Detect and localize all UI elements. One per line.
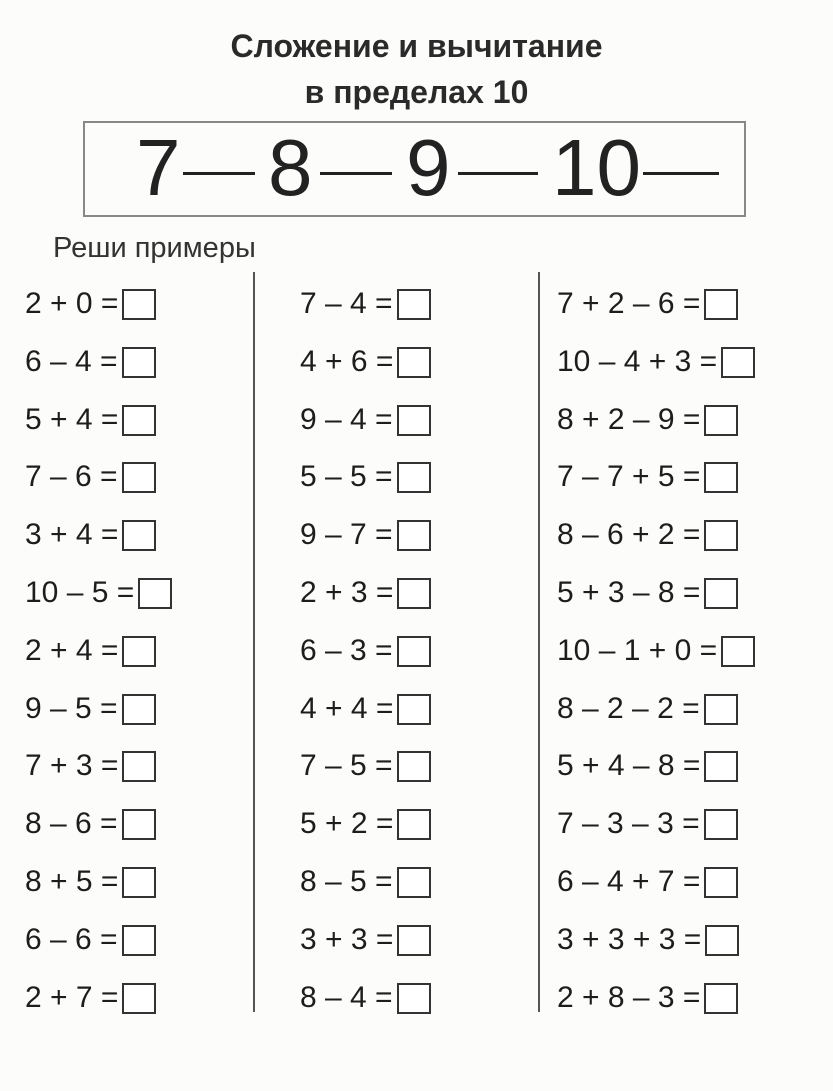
- answer-box[interactable]: [704, 462, 738, 493]
- sequence-dash: [458, 172, 538, 175]
- exercise-expression: 2 + 0 =: [25, 287, 119, 320]
- exercise-expression: 6 – 4 =: [25, 345, 118, 378]
- answer-box[interactable]: [704, 289, 738, 320]
- exercise-row: [300, 517, 431, 553]
- exercise-expression: 9 – 7 =: [300, 518, 393, 551]
- answer-box[interactable]: [704, 405, 738, 436]
- exercise-expression: 6 – 4 + 7 =: [557, 865, 701, 898]
- answer-box[interactable]: [704, 520, 738, 551]
- answer-box[interactable]: [122, 867, 156, 898]
- exercise-expression: 2 + 4 =: [25, 634, 119, 667]
- answer-box[interactable]: [397, 462, 431, 493]
- exercise-expression: 8 – 6 =: [25, 807, 118, 840]
- exercise-row: [300, 864, 431, 900]
- exercise-row: [300, 459, 431, 495]
- exercise-row: [557, 344, 755, 380]
- exercise-expression: 7 – 3 – 3 =: [557, 807, 700, 840]
- exercise-expression: 7 – 7 + 5 =: [557, 460, 701, 493]
- instruction-text: Реши примеры: [53, 232, 256, 264]
- exercise-expression: 8 – 6 + 2 =: [557, 518, 701, 551]
- page-title: Сложение и вычитание: [230, 28, 603, 64]
- answer-box[interactable]: [397, 751, 431, 782]
- answer-box[interactable]: [704, 867, 738, 898]
- page-subtitle: в пределах 10: [304, 74, 529, 110]
- answer-box[interactable]: [704, 809, 738, 840]
- exercise-row: [557, 691, 738, 727]
- answer-box[interactable]: [397, 520, 431, 551]
- exercise-expression: 3 + 4 =: [25, 518, 119, 551]
- exercise-row: [300, 806, 431, 842]
- exercise-row: [300, 344, 431, 380]
- exercise-row: [25, 748, 156, 784]
- exercise-row: [300, 286, 431, 322]
- answer-box[interactable]: [397, 347, 431, 378]
- exercise-expression: 6 – 6 =: [25, 923, 118, 956]
- exercise-expression: 7 + 3 =: [25, 749, 119, 782]
- sequence-dash: [183, 172, 255, 175]
- exercise-row: [300, 575, 431, 611]
- exercise-row: [557, 286, 738, 322]
- exercise-row: [25, 864, 156, 900]
- exercise-row: [300, 980, 431, 1016]
- exercise-expression: 9 – 4 =: [300, 403, 393, 436]
- answer-box[interactable]: [122, 751, 156, 782]
- exercise-row: [557, 517, 738, 553]
- answer-box[interactable]: [397, 867, 431, 898]
- exercise-row: [557, 748, 738, 784]
- answer-box[interactable]: [704, 694, 738, 725]
- exercise-row: [25, 402, 156, 438]
- answer-box[interactable]: [122, 289, 156, 320]
- exercise-row: [25, 691, 156, 727]
- answer-box[interactable]: [721, 636, 755, 667]
- exercise-expression: 4 + 4 =: [300, 692, 394, 725]
- exercise-expression: 3 + 3 + 3 =: [557, 923, 702, 956]
- exercise-row: [25, 980, 156, 1016]
- exercise-expression: 2 + 8 – 3 =: [557, 981, 701, 1014]
- exercise-expression: 4 + 6 =: [300, 345, 394, 378]
- answer-box[interactable]: [122, 636, 156, 667]
- exercise-row: [300, 633, 431, 669]
- sequence-dash: [643, 172, 719, 175]
- answer-box[interactable]: [138, 578, 172, 609]
- sequence-number: 7: [136, 123, 181, 212]
- answer-box[interactable]: [397, 289, 431, 320]
- exercise-expression: 6 – 3 =: [300, 634, 393, 667]
- exercise-expression: 10 – 5 =: [25, 576, 135, 609]
- exercise-expression: 10 – 1 + 0 =: [557, 634, 718, 667]
- exercise-row: [25, 459, 156, 495]
- exercise-expression: 9 – 5 =: [25, 692, 118, 725]
- exercise-expression: 8 + 2 – 9 =: [557, 403, 701, 436]
- exercise-expression: 7 + 2 – 6 =: [557, 287, 701, 320]
- answer-box[interactable]: [397, 983, 431, 1014]
- exercise-expression: 8 – 5 =: [300, 865, 393, 898]
- answer-box[interactable]: [122, 520, 156, 551]
- exercise-row: [25, 922, 156, 958]
- exercise-row: [557, 864, 738, 900]
- exercise-expression: 5 – 5 =: [300, 460, 393, 493]
- exercise-expression: 3 + 3 =: [300, 923, 394, 956]
- answer-box[interactable]: [704, 578, 738, 609]
- exercise-row: [25, 633, 156, 669]
- exercise-row: [25, 286, 156, 322]
- exercise-expression: 5 + 3 – 8 =: [557, 576, 701, 609]
- answer-box[interactable]: [122, 809, 156, 840]
- answer-box[interactable]: [122, 925, 156, 956]
- exercise-row: [557, 922, 739, 958]
- answer-box[interactable]: [122, 983, 156, 1014]
- answer-box[interactable]: [721, 347, 755, 378]
- answer-box[interactable]: [397, 925, 431, 956]
- answer-box[interactable]: [122, 462, 156, 493]
- exercise-row: [557, 575, 738, 611]
- exercise-row: [300, 922, 431, 958]
- exercise-row: [300, 748, 431, 784]
- exercise-expression: 5 + 4 – 8 =: [557, 749, 701, 782]
- exercise-expression: 5 + 4 =: [25, 403, 119, 436]
- exercise-expression: 8 – 2 – 2 =: [557, 692, 700, 725]
- exercise-row: [557, 806, 738, 842]
- answer-box[interactable]: [397, 578, 431, 609]
- answer-box[interactable]: [397, 694, 431, 725]
- exercise-expression: 2 + 3 =: [300, 576, 394, 609]
- sequence-dash: [320, 172, 392, 175]
- answer-box[interactable]: [397, 405, 431, 436]
- exercise-row: [557, 459, 738, 495]
- answer-box[interactable]: [122, 694, 156, 725]
- exercise-expression: 7 – 6 =: [25, 460, 118, 493]
- answer-box[interactable]: [397, 809, 431, 840]
- answer-box[interactable]: [704, 983, 738, 1014]
- answer-box[interactable]: [122, 347, 156, 378]
- answer-box[interactable]: [397, 636, 431, 667]
- exercise-row: [25, 517, 156, 553]
- exercise-row: [557, 402, 738, 438]
- answer-box[interactable]: [122, 405, 156, 436]
- exercise-row: [25, 344, 156, 380]
- exercise-expression: 7 – 4 =: [300, 287, 393, 320]
- exercise-row: [300, 402, 431, 438]
- answer-box[interactable]: [705, 925, 739, 956]
- exercise-row: [557, 980, 738, 1016]
- column-divider: [253, 272, 255, 1012]
- exercise-expression: 8 + 5 =: [25, 865, 119, 898]
- answer-box[interactable]: [704, 751, 738, 782]
- exercise-row: [300, 691, 431, 727]
- exercise-row: [557, 633, 755, 669]
- sequence-number: 10: [552, 123, 641, 212]
- sequence-number: 9: [406, 123, 451, 212]
- exercise-expression: 5 + 2 =: [300, 807, 394, 840]
- column-divider: [538, 272, 540, 1012]
- exercise-expression: 7 – 5 =: [300, 749, 393, 782]
- exercise-row: [25, 575, 172, 611]
- sequence-number: 8: [268, 123, 313, 212]
- exercise-expression: 10 – 4 + 3 =: [557, 345, 718, 378]
- exercise-row: [25, 806, 156, 842]
- exercise-expression: 8 – 4 =: [300, 981, 393, 1014]
- exercise-expression: 2 + 7 =: [25, 981, 119, 1014]
